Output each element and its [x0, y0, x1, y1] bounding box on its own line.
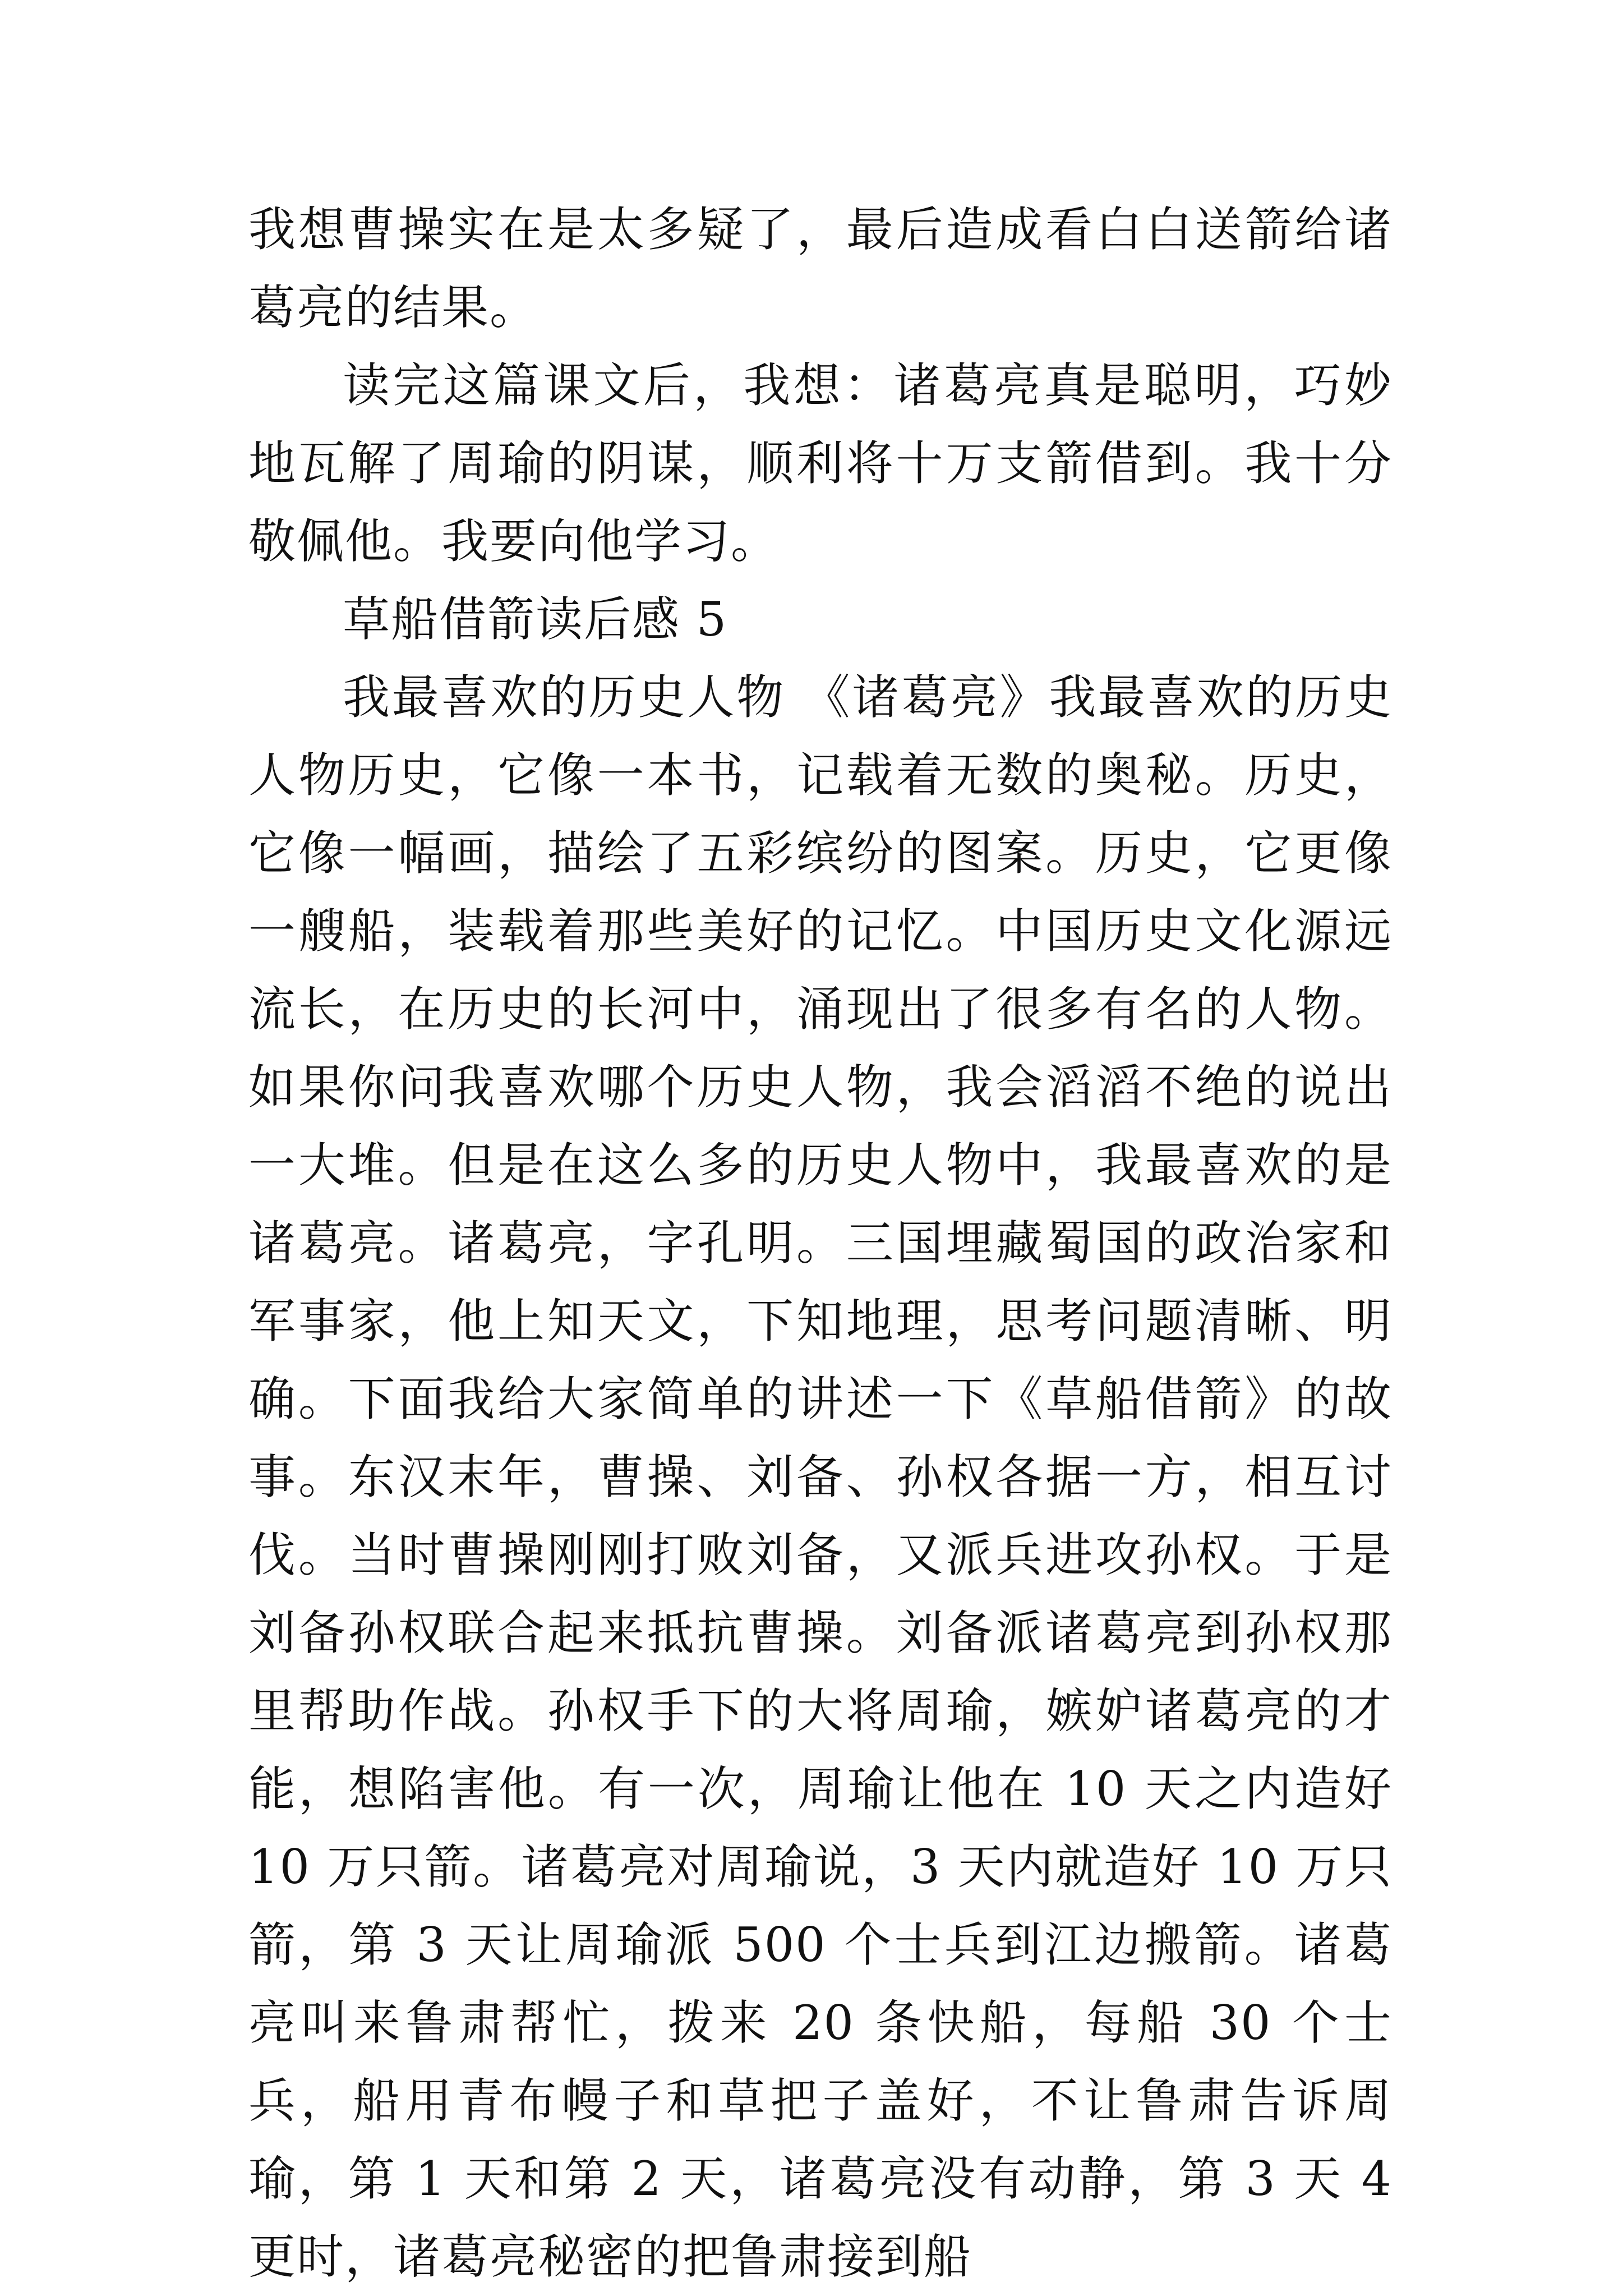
- paragraph-2: 读完这篇课文后，我想：诸葛亮真是聪明，巧妙地瓦解了周瑜的阴谋，顺利将十万支箭借到。我十分敬佩他。我要向他学习。: [248, 358, 1393, 569]
- paragraph-1: 我想曹操实在是太多疑了，最后造成看白白送箭给诸葛亮的结果。: [248, 202, 1393, 335]
- paragraph-3: 我最喜欢的历史人物 《诸葛亮》我最喜欢的历史人物历史，它像一本书，记载着无数的奥秘。历史，它像一幅画，描绘了五彩缤纷的图案。历史，它更像一艘船，装载着那些美好的记忆。中国历史文化源远流长，在历史的长河中，涌现出了很多有名的人物。如果你问我喜欢哪个历史人物，我会滔滔不绝的说出一大堆。但是在这么多的历史人物中，我最喜欢的是诸葛亮。诸葛亮，字孔明。三国埋藏蜀国的政治家和军事家，他上知天文，下知地理，思考问题清晰、明确。下面我给大家简单的讲述一下《草船借箭》的故事。东汉末年，曹操、刘备、孙权各据一方，相互讨伐。当时曹操刚刚打败刘备，又派兵进攻孙权。于是刘备孙权联合起来抵抗曹操。刘备派诸葛亮到孙权那里帮助作战。孙权手下的大将周瑜，嫉妒诸葛亮的才能，想陷害他。有一次，周瑜让他在 10 天之内造好 10 万只箭。诸葛亮对周瑜说，3 天内就造好 10 万只箭，第 3 天让周瑜派 500 个士兵到江边搬箭。诸葛亮叫来鲁肃帮忙，拨来 20 条快船，每船 30 个士兵，船用青布幔子和草把子盖好，不让鲁肃告诉周瑜，第 1 天和第 2 天，诸葛亮没有动静，第 3 天 4 更时，诸葛亮秘密的把鲁肃接到船: [248, 670, 1393, 2284]
- document-body: [248, 191, 1393, 2296]
- section-heading: 草船借箭读后感 5: [343, 592, 728, 647]
